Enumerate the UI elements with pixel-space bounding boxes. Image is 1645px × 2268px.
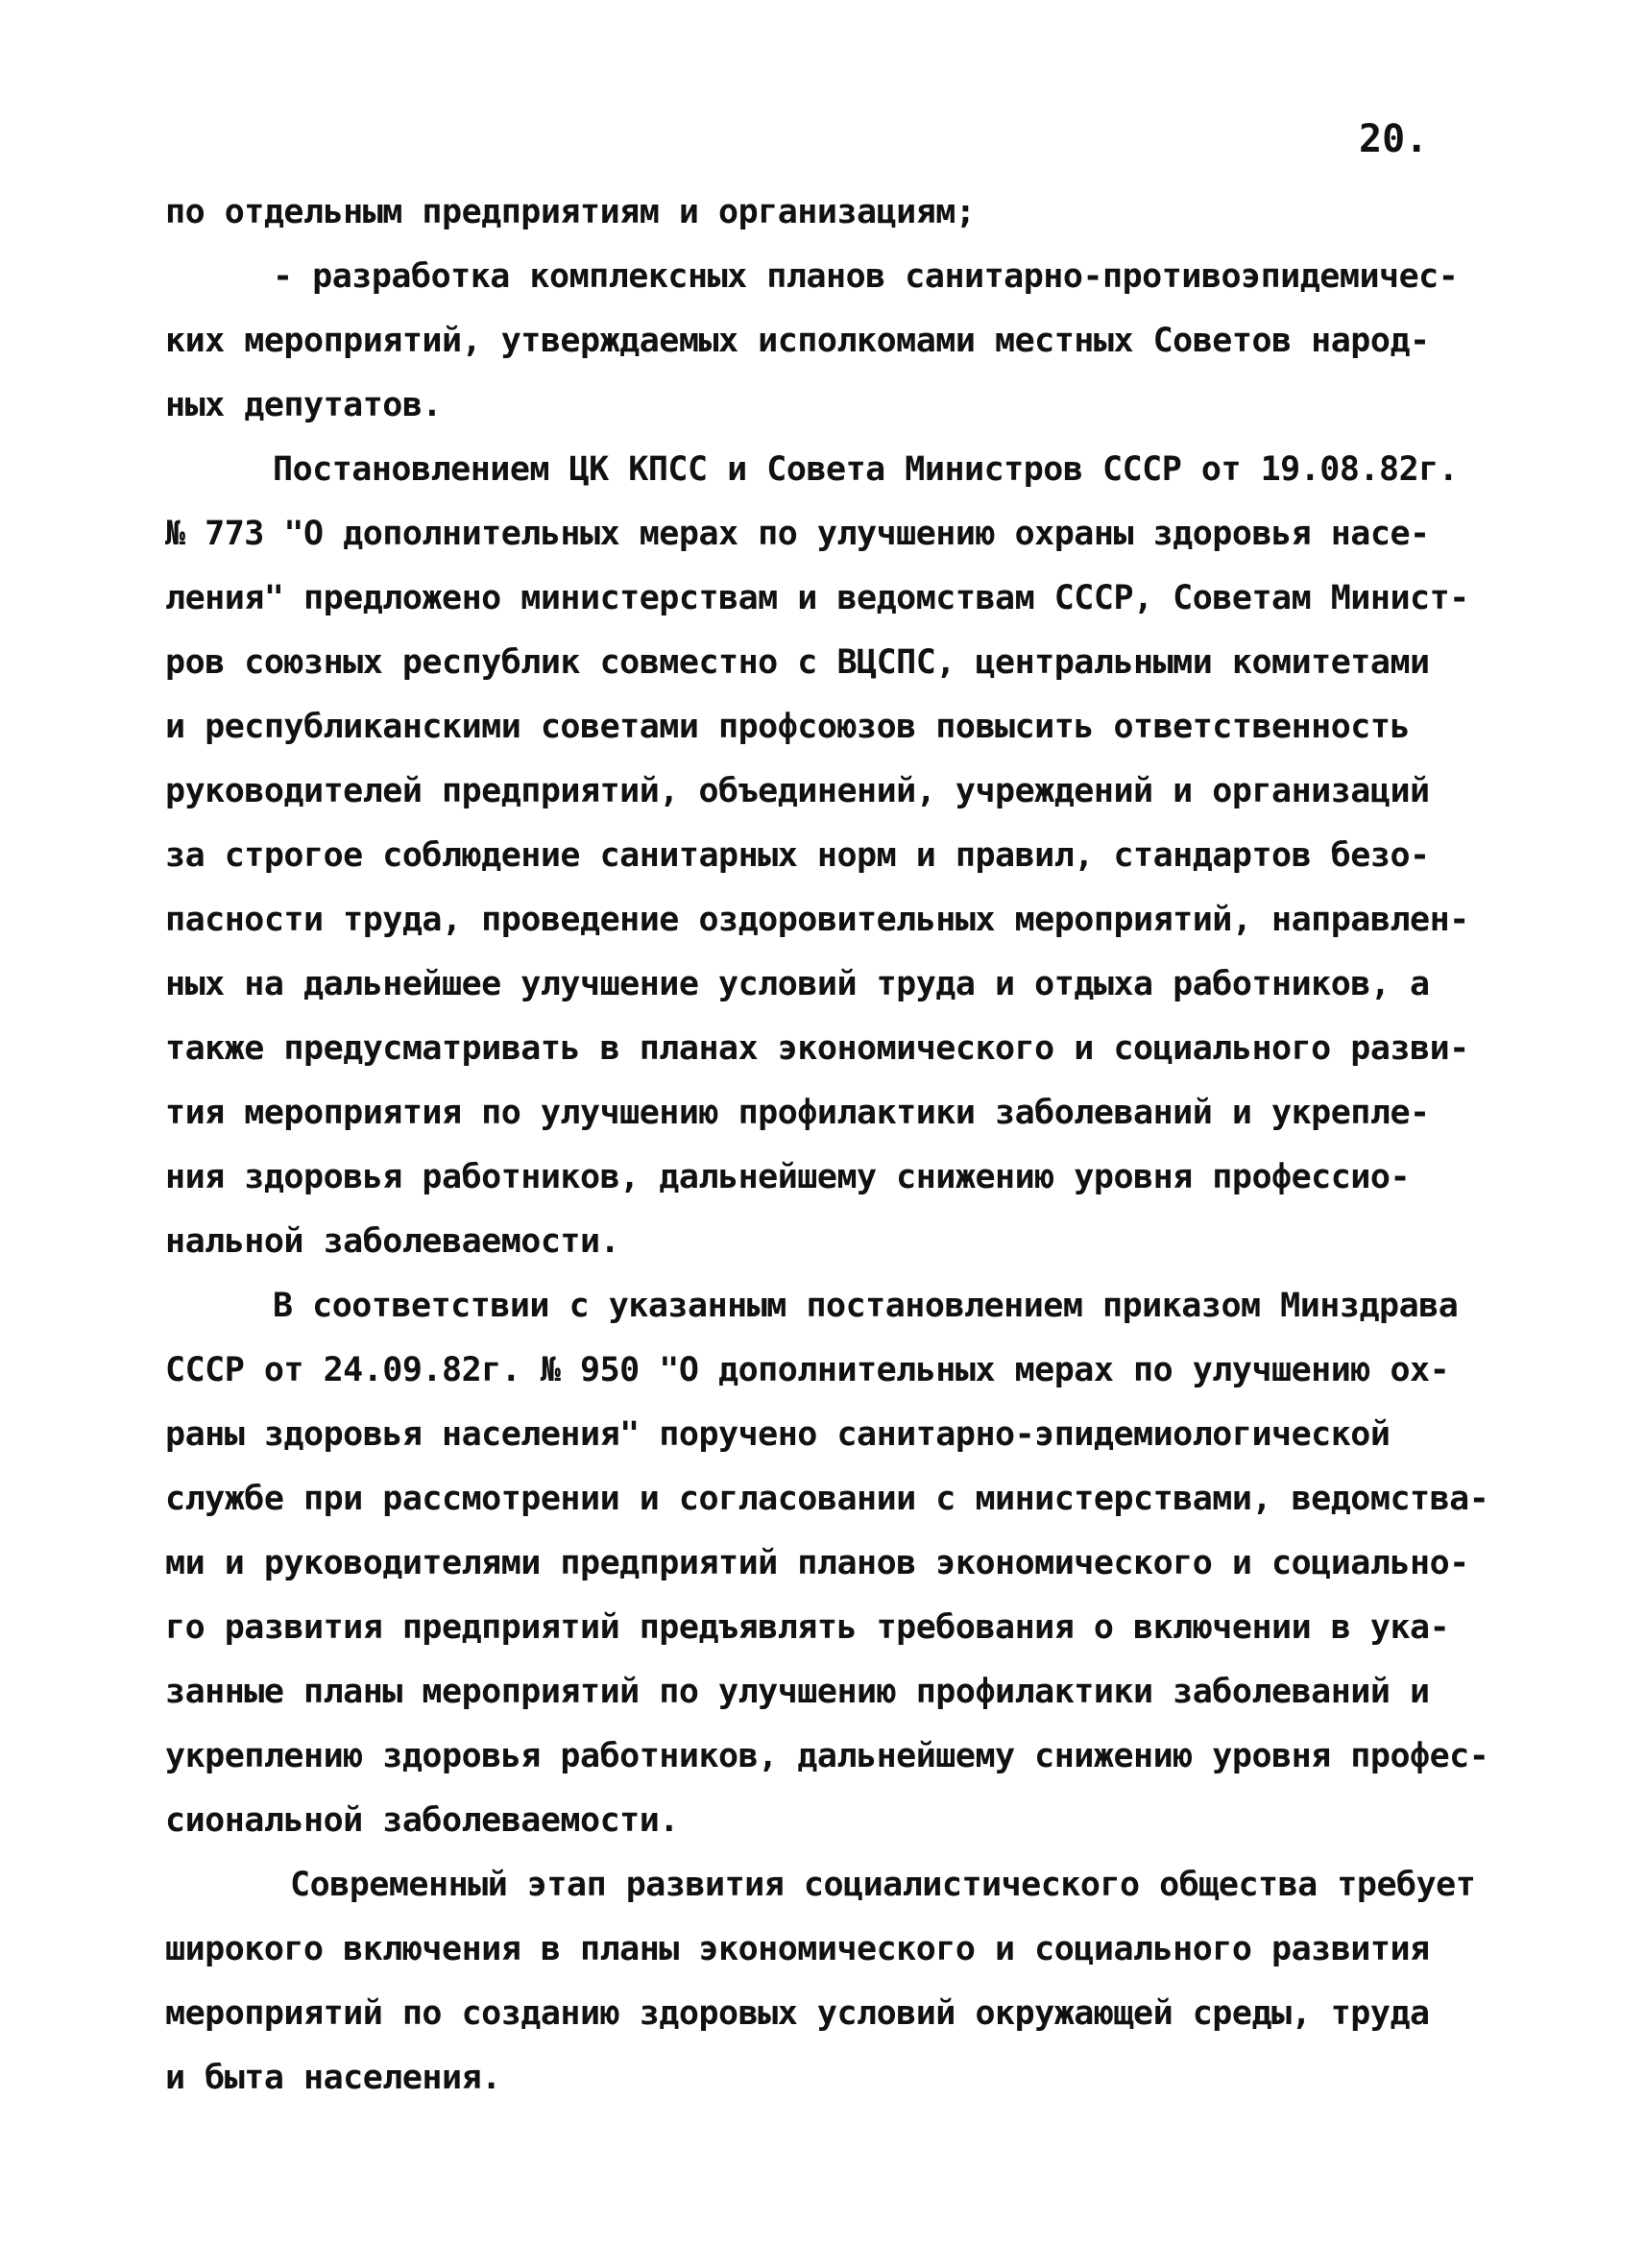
text-line: и республиканскими советами профсоюзов повысить ответственность xyxy=(165,708,1411,746)
text-line: ления" предложено министерствам и ведомствам СССР, Советам Минист- xyxy=(165,579,1469,617)
text-line: ми и руководителями предприятий планов экономического и социально- xyxy=(165,1544,1469,1582)
text-line: ров союзных республик совместно с ВЦСПС, центральными комитетами xyxy=(165,643,1430,682)
text-line: сиональной заболеваемости. xyxy=(165,1801,679,1840)
text-line: службе при рассмотрении и согласовании с министерствами, ведомства- xyxy=(165,1480,1489,1518)
text-line: Современный этап развития социалистического общества требует xyxy=(290,1866,1476,1904)
text-line: В соответствии с указанным постановлением приказом Минздрава xyxy=(273,1287,1459,1325)
text-line: раны здоровья населения" поручено санитарно-эпидемиологической xyxy=(165,1415,1391,1454)
text-line: СССР от 24.09.82г. № 950 "О дополнительных мерах по улучшению ох- xyxy=(165,1351,1450,1389)
text-line: и быта населения. xyxy=(165,2059,501,2097)
body-text xyxy=(165,181,1510,2111)
text-line: широкого включения в планы экономического и социального развития xyxy=(165,1930,1430,1968)
text-line: № 773 "О дополнительных мерах по улучшению охраны здоровья насе- xyxy=(165,515,1430,553)
text-line: по отдельным предприятиям и организациям; xyxy=(165,193,976,231)
text-line: укреплению здоровья работников, дальнейшему снижению уровня профес- xyxy=(165,1737,1489,1775)
text-line: тия мероприятия по улучшению профилактики заболеваний и укрепле- xyxy=(165,1094,1430,1132)
text-line: руководителей предприятий, объединений, учреждений и организаций xyxy=(165,772,1430,810)
text-line: занные планы мероприятий по улучшению профилактики заболеваний и xyxy=(165,1673,1430,1711)
text-line: ких мероприятий, утверждаемых исполкомами местных Советов народ- xyxy=(165,322,1430,360)
text-line: - разработка комплексных планов санитарно-противоэпидемичес- xyxy=(273,257,1459,296)
text-line: нальной заболеваемости. xyxy=(165,1222,620,1261)
text-line: го развития предприятий предъявлять требования о включении в ука- xyxy=(165,1608,1450,1647)
text-line: ных депутатов. xyxy=(165,386,443,424)
text-line: за строгое соблюдение санитарных норм и правил, стандартов безо- xyxy=(165,836,1430,875)
text-line: ных на дальнейшее улучшение условий труда и отдыха работников, а xyxy=(165,965,1430,1003)
text-line: пасности труда, проведение оздоровительных мероприятий, направлен- xyxy=(165,901,1469,939)
text-line: мероприятий по созданию здоровых условий окружающей среды, труда xyxy=(165,1994,1430,2033)
page-number: 20. xyxy=(1359,117,1429,161)
text-line: также предусматривать в планах экономического и социального разви- xyxy=(165,1029,1469,1068)
text-line: Постановлением ЦК КПСС и Совета Министров СССР от 19.08.82г. xyxy=(273,450,1459,489)
text-line: ния здоровья работников, дальнейшему снижению уровня профессио- xyxy=(165,1158,1411,1196)
